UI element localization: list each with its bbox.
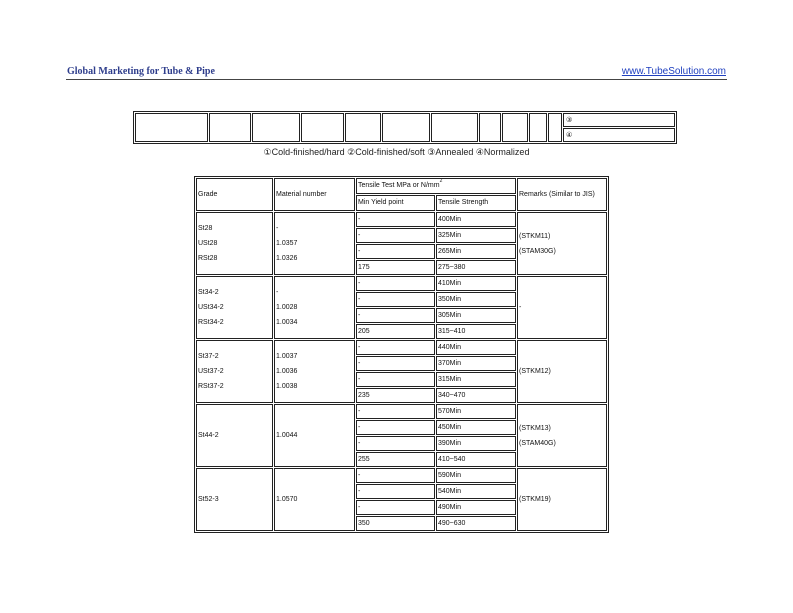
condition-cell <box>135 113 208 142</box>
min-yield-cell: - <box>356 420 435 435</box>
tensile-strength-cell: 350Min <box>436 292 516 307</box>
material-number-cell <box>274 404 355 467</box>
condition-cell <box>252 113 300 142</box>
condition-cell <box>502 113 528 142</box>
remark-text: (STAM40G) <box>519 439 556 447</box>
material-number: 1.0570 <box>276 496 298 503</box>
remarks-cell <box>517 340 607 403</box>
condition-cell <box>548 113 562 142</box>
tensile-strength-cell: 325Min <box>436 228 516 243</box>
min-yield-cell: - <box>356 372 435 387</box>
grade-table-row <box>196 212 607 227</box>
tensile-strength-cell: 590Min <box>436 468 516 483</box>
grade-name: RSt34-2 <box>198 319 224 326</box>
tensile-strength-cell: 370Min <box>436 356 516 371</box>
tensile-test-header <box>356 178 516 194</box>
condition-cell <box>529 113 547 142</box>
tensile-strength-cell: 315Min <box>436 372 516 387</box>
tensile-strength-cell: 410~540 <box>436 452 516 467</box>
condition-cell <box>382 113 430 142</box>
min-yield-cell: - <box>356 468 435 483</box>
min-yield-cell: 235 <box>356 388 435 403</box>
material-number: 1.0326 <box>276 255 298 262</box>
grade-name: USt28 <box>198 240 218 247</box>
grade-table-row <box>196 276 607 291</box>
material-number: 1.0037 <box>276 353 298 360</box>
condition-mark-annealed: ③ <box>563 113 675 127</box>
material-number: 1.0034 <box>276 319 298 326</box>
condition-cell <box>431 113 478 142</box>
min-yield-cell: - <box>356 356 435 371</box>
condition-cell <box>209 113 251 142</box>
material-number-cell <box>274 212 355 275</box>
remarks-cell <box>517 468 607 531</box>
grade-table-header-row <box>196 178 607 194</box>
page-title: Global Marketing for Tube & Pipe <box>67 66 215 77</box>
website-link[interactable]: www.TubeSolution.com <box>621 66 726 77</box>
material-number: 1.0036 <box>276 368 298 375</box>
min-yield-cell: - <box>356 228 435 243</box>
tensile-strength-cell: 315~410 <box>436 324 516 339</box>
material-number-cell <box>274 276 355 339</box>
min-yield-cell: - <box>356 292 435 307</box>
tensile-strength-cell: 540Min <box>436 484 516 499</box>
min-yield-cell: - <box>356 484 435 499</box>
tensile-test-label: Tensile Test MPa or N/mm <box>358 182 440 189</box>
material-number: 1.0028 <box>276 304 298 311</box>
tensile-strength-cell: 265Min <box>436 244 516 259</box>
tensile-strength-cell: 275~380 <box>436 260 516 275</box>
tensile-strength-cell: 490Min <box>436 500 516 515</box>
material-number: - <box>276 225 279 232</box>
grade-cell <box>196 468 273 531</box>
grade-name: USt37-2 <box>198 368 224 375</box>
grade-table-row <box>196 340 607 355</box>
tensile-strength-cell: 390Min <box>436 436 516 451</box>
remark-text: (STAM30G) <box>519 247 556 255</box>
material-number-cell <box>274 340 355 403</box>
grade-cell <box>196 276 273 339</box>
material-number: 1.0038 <box>276 383 298 390</box>
remark-text: - <box>519 304 522 311</box>
min-yield-cell: - <box>356 436 435 451</box>
material-number: - <box>276 289 279 296</box>
condition-legend: ①Cold-finished/hard ②Cold-finished/soft ③Annealed ④Normalized <box>263 147 530 157</box>
min-yield-cell: 175 <box>356 260 435 275</box>
condition-cell <box>345 113 381 142</box>
min-yield-cell: 350 <box>356 516 435 531</box>
grade-name: St52-3 <box>198 496 219 503</box>
remark-text: (STKM13) <box>519 424 551 432</box>
tensile-strength-header: Tensile Strength <box>436 195 516 211</box>
min-yield-cell: - <box>356 500 435 515</box>
condition-row <box>135 113 675 127</box>
tensile-strength-cell: 490~630 <box>436 516 516 531</box>
min-yield-cell: 205 <box>356 324 435 339</box>
grade-name: St44-2 <box>198 432 219 439</box>
condition-table <box>133 111 677 144</box>
tensile-test-unit-exponent: 2 <box>439 178 443 184</box>
remarks-cell <box>517 404 607 467</box>
material-number-header: Material number <box>274 178 355 211</box>
remarks-cell <box>517 212 607 275</box>
grade-name: St28 <box>198 225 213 232</box>
material-number: 1.0357 <box>276 240 298 247</box>
min-yield-cell: - <box>356 244 435 259</box>
grade-cell <box>196 212 273 275</box>
condition-mark-normalized: ④ <box>563 128 675 142</box>
min-yield-cell: - <box>356 308 435 323</box>
tensile-strength-cell: 440Min <box>436 340 516 355</box>
min-yield-cell: - <box>356 404 435 419</box>
tensile-strength-cell: 340~470 <box>436 388 516 403</box>
condition-cell <box>301 113 344 142</box>
grade-name: RSt28 <box>198 255 218 262</box>
tensile-strength-cell: 400Min <box>436 212 516 227</box>
min-yield-header: Min Yield point <box>356 195 435 211</box>
condition-cell <box>479 113 501 142</box>
tensile-strength-cell: 570Min <box>436 404 516 419</box>
remark-text: (STKM11) <box>519 232 551 240</box>
tensile-strength-cell: 410Min <box>436 276 516 291</box>
grade-name: USt34-2 <box>198 304 224 311</box>
remarks-cell <box>517 276 607 339</box>
grade-table-row <box>196 468 607 483</box>
remarks-header: Remarks (Similar to JIS) <box>517 178 607 211</box>
grade-table <box>194 176 609 533</box>
grade-cell <box>196 340 273 403</box>
material-number: 1.0044 <box>276 432 298 439</box>
header-divider <box>66 79 727 80</box>
min-yield-cell: - <box>356 212 435 227</box>
tensile-strength-cell: 450Min <box>436 420 516 435</box>
grade-name: St34-2 <box>198 289 219 296</box>
remark-text: (STKM19) <box>519 496 551 503</box>
grade-table-row <box>196 404 607 419</box>
remark-text: (STKM12) <box>519 368 551 375</box>
min-yield-cell: - <box>356 276 435 291</box>
min-yield-cell: - <box>356 340 435 355</box>
material-number-cell <box>274 468 355 531</box>
min-yield-cell: 255 <box>356 452 435 467</box>
grade-name: RSt37-2 <box>198 383 224 390</box>
tensile-strength-cell: 305Min <box>436 308 516 323</box>
grade-name: St37-2 <box>198 353 219 360</box>
grade-cell <box>196 404 273 467</box>
grade-header: Grade <box>196 178 273 211</box>
grade-table-body <box>196 212 607 531</box>
